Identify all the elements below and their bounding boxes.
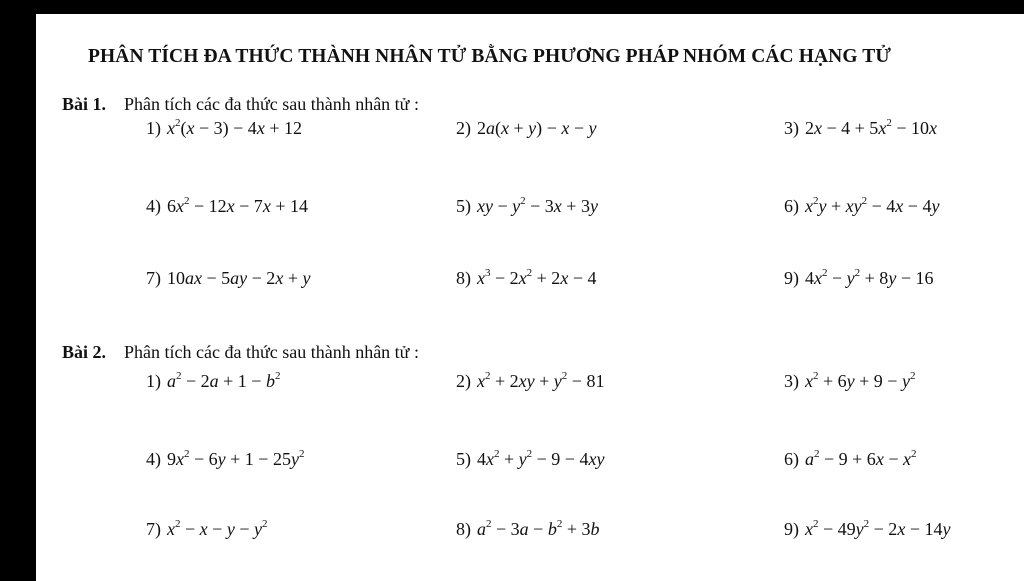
polynomial-expression: $x^2 - x - y - y^2$ — [167, 518, 268, 539]
problem-number: 4) — [146, 196, 161, 216]
polynomial-expression: $6x^2 - 12x - 7x + 14$ — [167, 195, 308, 216]
polynomial-expression: $x^2y + xy^2 - 4x - 4y$ — [805, 195, 940, 216]
exercise-1-problem-2 — [456, 118, 596, 139]
exercise-2-problem-8 — [456, 519, 599, 540]
polynomial-expression: 10ax − 5ay − 2x + y — [167, 268, 311, 288]
polynomial-expression: $2x - 4 + 5x^2 - 10x$ — [805, 117, 937, 138]
exercise-2-header — [62, 342, 419, 363]
problem-number: 3) — [784, 118, 799, 138]
problem-number: 2) — [456, 118, 471, 138]
exercise-2-problem-5 — [456, 449, 604, 470]
exercise-2-problem-1 — [146, 371, 280, 392]
problem-number: 7) — [146, 268, 161, 288]
exercise-1-problem-7 — [146, 268, 310, 289]
problem-number: 2) — [456, 371, 471, 391]
exercise-1-problem-8 — [456, 268, 596, 289]
polynomial-expression: $a^2 - 9 + 6x - x^2$ — [805, 448, 917, 469]
polynomial-expression: $4x^2 - y^2 + 8y - 16$ — [805, 267, 934, 288]
problem-number: 3) — [784, 371, 799, 391]
polynomial-expression: 2a(x + y) − x − y — [477, 118, 597, 138]
exercise-1-label: Bài 1. — [62, 94, 107, 114]
exercise-2-problem-3 — [784, 371, 915, 392]
problem-number: 8) — [456, 519, 471, 539]
exercise-2-problem-4 — [146, 449, 304, 470]
exercise-2-instruction: Phân tích các đa thức sau thành nhân tử : — [124, 342, 419, 362]
exercise-1-header — [62, 94, 419, 115]
polynomial-expression: $x^2 + 2xy + y^2 - 81$ — [477, 370, 605, 391]
page-title: PHÂN TÍCH ĐA THỨC THÀNH NHÂN TỬ BẰNG PHƯƠNG PHÁP NHÓM CÁC HẠNG TỬ — [88, 46, 891, 67]
problem-number: 4) — [146, 449, 161, 469]
exercise-1-problem-3 — [784, 118, 937, 139]
exercise-2-problem-6 — [784, 449, 916, 470]
problem-number: 6) — [784, 449, 799, 469]
exercise-2-problem-7 — [146, 519, 267, 540]
polynomial-expression: $a^2 - 3a - b^2 + 3b$ — [477, 518, 600, 539]
problem-number: 5) — [456, 449, 471, 469]
exercise-2-label: Bài 2. — [62, 342, 107, 362]
exercise-1-problem-9 — [784, 268, 933, 289]
exercise-1-instruction: Phân tích các đa thức sau thành nhân tử : — [124, 94, 419, 114]
polynomial-expression: $a^2 - 2a + 1 - b^2$ — [167, 370, 281, 391]
polynomial-expression: $x^3 - 2x^2 + 2x - 4$ — [477, 267, 597, 288]
problem-number: 8) — [456, 268, 471, 288]
problem-number: 9) — [784, 268, 799, 288]
exercise-1-problem-6 — [784, 196, 939, 217]
exercise-1-problem-5 — [456, 196, 598, 217]
problem-number: 7) — [146, 519, 161, 539]
problem-number: 6) — [784, 196, 799, 216]
exercise-1-problem-4 — [146, 196, 308, 217]
exercise-2-problem-2 — [456, 371, 604, 392]
polynomial-expression: $x^2(x - 3) - 4x + 12$ — [167, 117, 302, 138]
polynomial-expression: $4x^2 + y^2 - 9 - 4xy$ — [477, 448, 605, 469]
problem-number: 1) — [146, 118, 161, 138]
polynomial-expression: $x^2 - 49y^2 - 2x - 14y$ — [805, 518, 951, 539]
polynomial-expression: $9x^2 - 6y + 1 - 25y^2$ — [167, 448, 305, 469]
polynomial-expression: xy − $y^2 - 3x + 3y$ — [477, 195, 598, 216]
problem-number: 1) — [146, 371, 161, 391]
problem-number: 5) — [456, 196, 471, 216]
polynomial-expression: $x^2 + 6y + 9 - y^2$ — [805, 370, 916, 391]
exercise-1-problem-1 — [146, 118, 302, 139]
worksheet-page — [36, 14, 1024, 581]
problem-number: 9) — [784, 519, 799, 539]
exercise-2-problem-9 — [784, 519, 950, 540]
